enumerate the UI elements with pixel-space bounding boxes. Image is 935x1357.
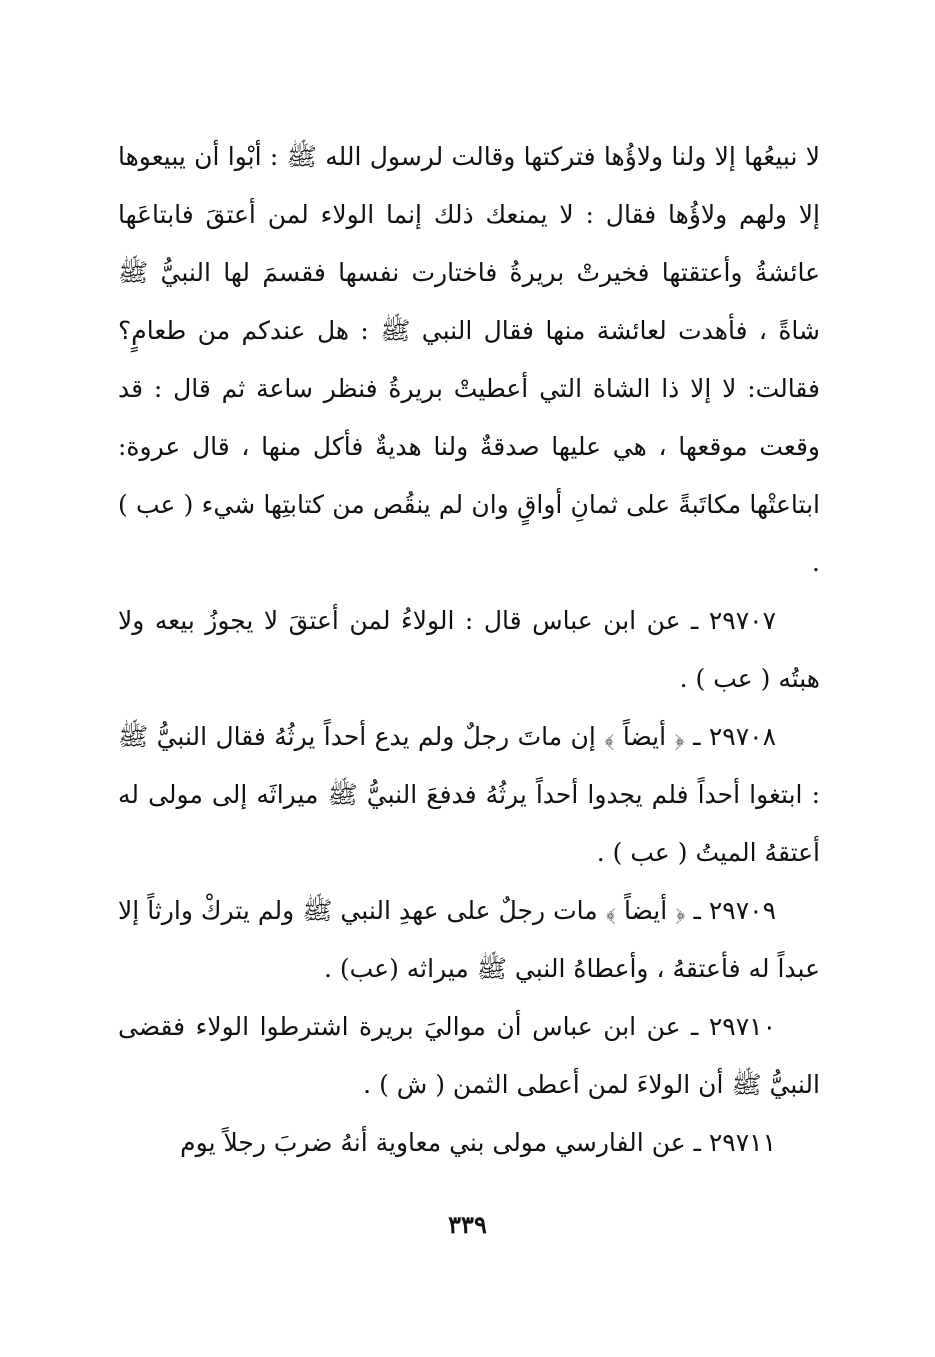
page-number: ٣٣٩	[448, 1210, 487, 1239]
body-text	[118, 128, 820, 1172]
paragraph-hadith-29707: ٢٩٧٠٧ ـ عن ابن عباس قال : الولاءُ لمن أعتقَ لا يجوزُ بيعه ولا هبتُه ( عب ) .	[118, 606, 820, 693]
paragraph-continuation: لا نبيعُها إلا ولنا ولاؤُها فتركتها وقالت لرسول الله ﷺ : أبْوا أن يبيعوها إلا ولهم ولاؤُها فقال : لا يمنعك ذلك إنما الولاء لمن أعتقَ فابتاعَها عائشةُ وأعتقتها فخيرتْ بريرةُ فاختارت نفسها فقسمَ لها النبيُّ ﷺ شاةً ، فأهدت لعائشة منها فقال النبي ﷺ : هل عندكم من طعامٍ؟ فقالت: لا إلا ذا الشاة التي أعطيتْ بريرةُ فنظر ساعة ثم قال : قد وقعت موقعها ، هي عليها صدقةٌ ولنا هديةٌ فأكل منها ، قال عروة: ابتاعتْها مكاتَبةً على ثمانِ أواقٍ وان لم ينقُص من كتابتِها شيء ( عب ) .	[118, 142, 820, 577]
paragraph-hadith-29711: ٢٩٧١١ ـ عن الفارسي مولى بني معاوية أنهُ ضربَ رجلاً يوم	[180, 1128, 776, 1157]
paragraph-hadith-29710: ٢٩٧١٠ ـ عن ابن عباس أن مواليَ بريرة اشترطوا الولاء فقضى النبيُّ ﷺ أن الولاءَ لمن أعطى الثمن ( ش ) .	[118, 1012, 820, 1099]
paragraph-hadith-29708: ٢٩٧٠٨ ـ ﴿ أيضاً ﴾ إن ماتَ رجلٌ ولم يدع أحداً يرثُهُ فقال النبيُّ ﷺ : ابتغوا أحداً فلم يجدوا أحداً يرثُهُ فدفعَ النبيُّ ﷺ ميراثَه إلى مولى له أعتقهُ الميتُ ( عب ) .	[118, 722, 820, 867]
paragraph-hadith-29709: ٢٩٧٠٩ ـ ﴿ أيضاً ﴾ مات رجلٌ على عهدِ النبي ﷺ ولم يتركْ وارثاً إلا عبداً له فأعتقهُ ، وأعطاهُ النبي ﷺ ميراثه (عب) .	[118, 896, 820, 983]
